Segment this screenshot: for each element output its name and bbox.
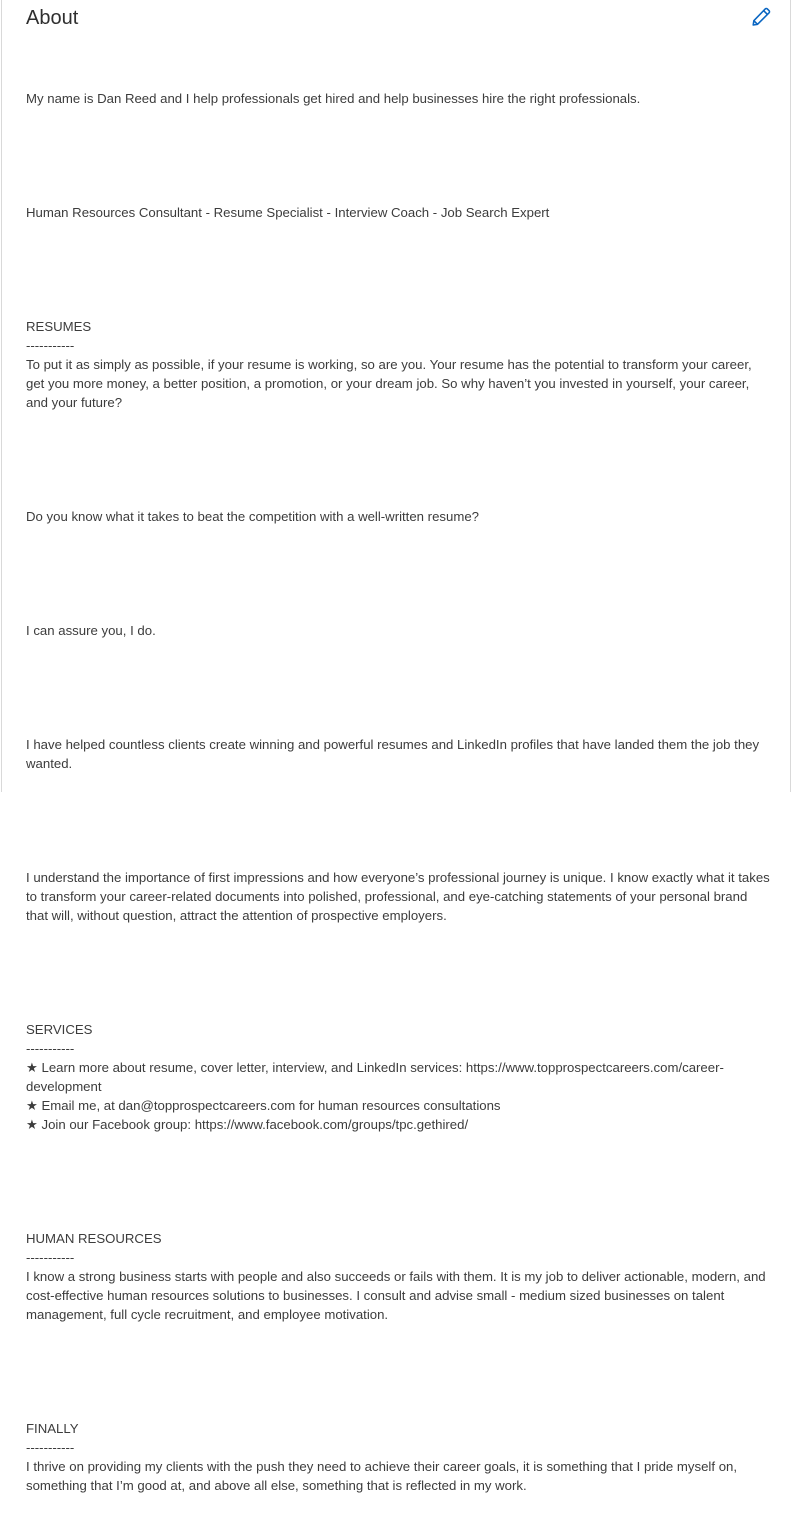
about-paragraph-headline: Human Resources Consultant - Resume Specialist - Interview Coach - Job Search Expert: [26, 205, 550, 220]
spacer: [26, 564, 771, 583]
about-text: [26, 51, 774, 1533]
about-paragraph-question: Do you know what it takes to beat the competition with a well-written resume?: [26, 509, 479, 524]
spacer: [26, 1172, 771, 1191]
about-paragraph-intro: My name is Dan Reed and I help professionals get hired and help businesses hire the right professionals.: [26, 91, 641, 106]
about-paragraph-helped: I have helped countless clients create winning and powerful resumes and LinkedIn profiles that have landed them the job they wanted.: [26, 737, 763, 771]
spacer: [26, 963, 771, 982]
spacer: [26, 811, 771, 830]
about-paragraph-impressions: I understand the importance of first impressions and how everyone’s professional journey is unique. I know exactly what it takes to transform your career-related documents into polished, professional, and eye-catching statements of your personal brand that will, without question, attract the attention of prospective employers.: [26, 870, 774, 923]
about-paragraph-finally: FINALLY ----------- I thrive on providing my clients with the push they need to achieve their career goals, it is something that I pride myself on, something that I’m good at, and above all else, something that is reflected in my work.: [26, 1421, 738, 1493]
about-paragraph-human-resources: HUMAN RESOURCES ----------- I know a strong business starts with people and also succeeds or fails with them. It is my job to deliver actionable, modern, and cost-effective human resources solutions to businesses. I consult and advise small - medium sized businesses on talent management, full cycle recruitment, and employee motivation.: [26, 1231, 766, 1322]
spacer: [26, 1362, 771, 1381]
edit-about-button[interactable]: [748, 4, 774, 30]
about-paragraph-resumes: RESUMES ----------- To put it as simply as possible, if your resume is working, so are you. Your resume has the potential to transform your career, get you more money, a better position, a promotion, or your dream job. So why haven’t you invested in yourself, your career, and your future?: [26, 319, 752, 410]
about-card: [1, 0, 791, 1493]
about-header: [26, 6, 774, 34]
spacer: [26, 260, 771, 279]
spacer: [26, 678, 771, 697]
spacer: [26, 146, 771, 165]
section-title: About: [26, 7, 79, 29]
pencil-icon: [750, 6, 772, 28]
spacer: [26, 450, 771, 469]
about-paragraph-assure: I can assure you, I do.: [26, 623, 156, 638]
about-paragraph-services: SERVICES ----------- ★ Learn more about resume, cover letter, interview, and LinkedIn services: https://www.topprospectcareers.com/career-development ★ Email me, at dan@topprospectcareers.com for human resources consultations ★ Join our Facebook group: https://www.facebook.com/groups/tpc.gethired/: [26, 1022, 724, 1132]
